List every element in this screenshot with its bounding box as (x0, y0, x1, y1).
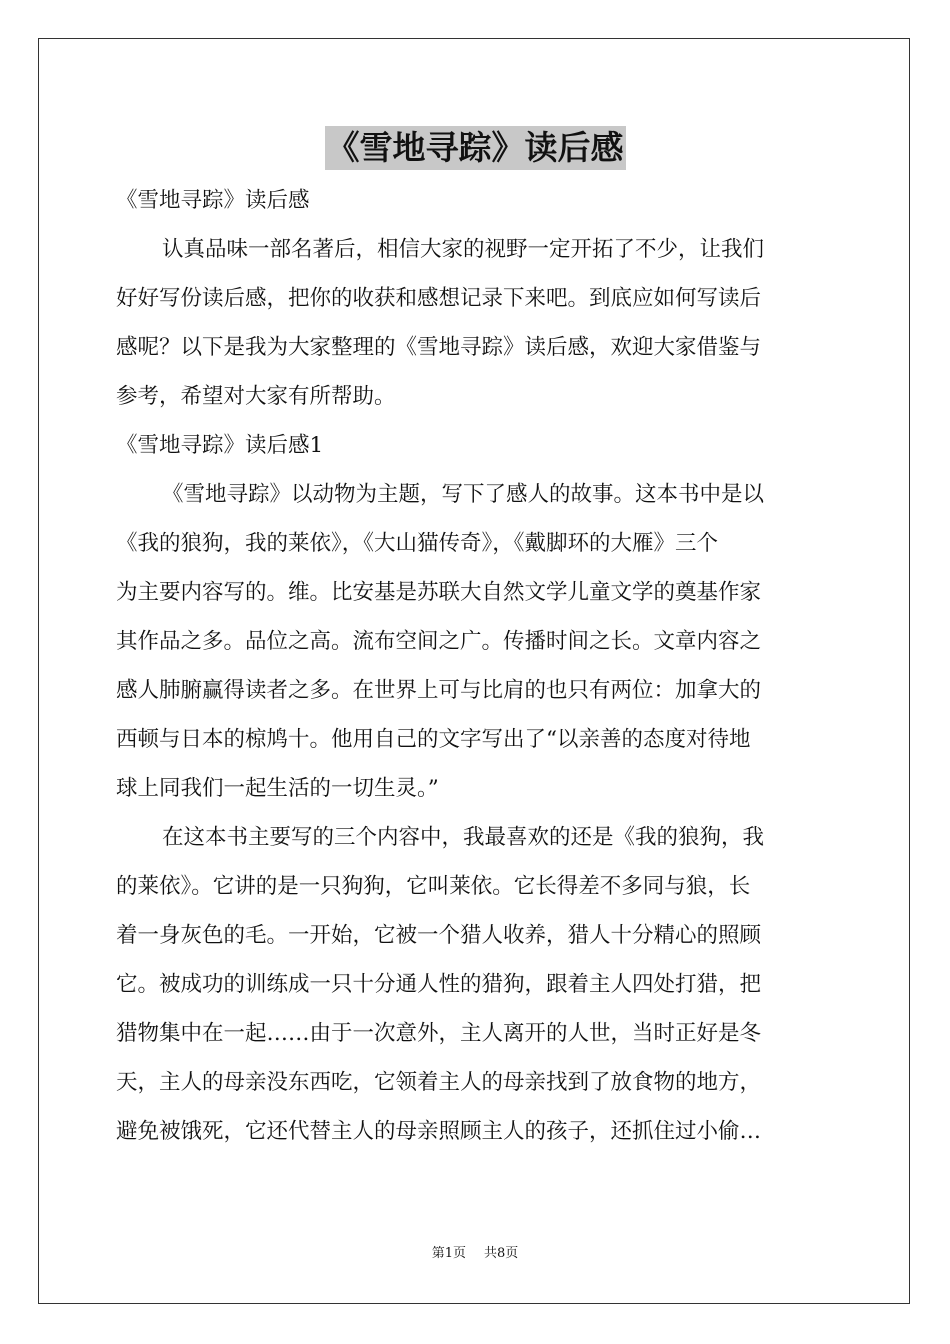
text-line: 避免被饿死，它还代替主人的母亲照顾主人的孩子，还抓住过小偷… (116, 1119, 762, 1144)
document-body (116, 176, 836, 1156)
text-line: 好好写份读后感，把你的收获和感想记录下来吧。到底应如何写读后 (116, 286, 762, 311)
text-line: 《雪地寻踪》读后感1 (116, 433, 324, 458)
text-line: 西顿与日本的椋鸠十。他用自己的文字写出了“以亲善的态度对待地 (116, 727, 751, 752)
page-footer (0, 1244, 950, 1264)
page-number: 第1页 (431, 1246, 466, 1261)
document-title-wrapper (0, 126, 950, 176)
text-line: 参考，希望对大家有所帮助。 (116, 384, 396, 409)
total-pages: 共8页 (484, 1246, 519, 1261)
text-line: 认真品味一部名著后，相信大家的视野一定开拓了不少，让我们 (162, 237, 765, 262)
text-line: 球上同我们一起生活的一切生灵。” (116, 776, 439, 801)
document-title: 《雪地寻踪》读后感 (325, 126, 626, 170)
text-line: 其作品之多。品位之高。流布空间之广。传播时间之长。文章内容之 (116, 629, 762, 654)
text-line: 在这本书主要写的三个内容中，我最喜欢的还是《我的狼狗，我 (162, 825, 765, 850)
text-line: 为主要内容写的。维。比安基是苏联大自然文学儿童文学的奠基作家 (116, 580, 762, 605)
text-line: 猎物集中在一起……由于一次意外，主人离开的人世，当时正好是冬 (116, 1021, 762, 1046)
text-line: 的莱依》。它讲的是一只狗狗，它叫莱依。它长得差不多同与狼，长 (116, 874, 751, 899)
text-line: 《雪地寻踪》以动物为主题，写下了感人的故事。这本书中是以 (162, 482, 765, 507)
text-line: 感呢？以下是我为大家整理的《雪地寻踪》读后感，欢迎大家借鉴与 (116, 335, 762, 360)
text-line: 它。被成功的训练成一只十分通人性的猎狗，跟着主人四处打猎，把 (116, 972, 762, 997)
text-line: 感人肺腑赢得读者之多。在世界上可与比肩的也只有两位：加拿大的 (116, 678, 762, 703)
text-line: 着一身灰色的毛。一开始，它被一个猎人收养，猎人十分精心的照顾 (116, 923, 762, 948)
text-line: 《我的狼狗，我的莱依》，《大山猫传奇》，《戴脚环的大雁》三个 (116, 531, 719, 556)
text-line: 天，主人的母亲没东西吃，它领着主人的母亲找到了放食物的地方， (116, 1070, 762, 1095)
text-line: 《雪地寻踪》读后感 (116, 188, 310, 213)
